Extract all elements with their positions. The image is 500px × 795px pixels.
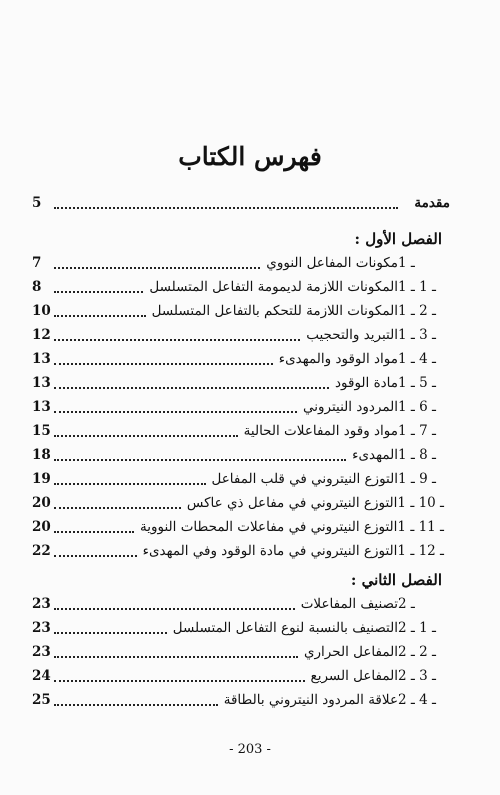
dot-leader [54, 315, 146, 317]
toc-entry [32, 540, 450, 562]
dot-leader [54, 387, 329, 389]
dot-leader [54, 608, 295, 610]
toc-entry-page: 20 [32, 495, 51, 511]
toc-entry-page: 19 [32, 471, 51, 487]
dot-leader [54, 207, 398, 209]
dot-leader [54, 632, 167, 634]
toc-entry [32, 516, 450, 538]
dot-leader [54, 680, 305, 682]
toc-entry [32, 593, 450, 615]
toc-entry-page: 13 [32, 399, 51, 415]
toc-entry-number: 2 ـ 2 ـ [398, 644, 436, 660]
dot-leader [54, 483, 206, 485]
toc-entry-page: 23 [32, 644, 51, 660]
toc-entry-label: التوزع النيتروني في مادة الوقود وفي المهدىء [142, 543, 398, 559]
dot-leader [54, 363, 273, 365]
toc-entry-page: 24 [32, 668, 51, 684]
toc-entry-number: 1 ـ 2 ـ [398, 303, 436, 319]
chapter-heading: الفصل الثاني : [350, 571, 442, 589]
toc-entry-label: المهدىء [352, 447, 398, 463]
toc-entry-number: 2 ـ 3 ـ [398, 668, 436, 684]
toc-entry [32, 420, 450, 442]
dot-leader [54, 656, 298, 658]
toc-entry-page: 5 [32, 195, 42, 211]
toc-entry [32, 492, 450, 514]
toc-entry-number: 2 ـ [398, 596, 415, 612]
toc-entry-label: علاقة المردود النيتروني بالطاقة [223, 692, 398, 708]
toc-entry-number: 1 ـ 1 ـ [398, 279, 436, 295]
toc-entry-label: مقدمة [414, 195, 450, 211]
toc-entry-page: 18 [32, 447, 51, 463]
toc-entry-number: 1 ـ 4 ـ [398, 351, 436, 367]
toc-entry-page: 22 [32, 543, 51, 559]
toc-entry-label: المفاعل السريع [310, 668, 398, 684]
toc-entry-page: 13 [32, 351, 51, 367]
toc-entry-label: المكونات اللازمة للتحكم بالتفاعل المتسلسل [151, 303, 398, 319]
toc-entry-label: المردود النيتروني [302, 399, 398, 415]
toc-entry-number: 1 ـ 5 ـ [398, 375, 436, 391]
toc-entry-page: 23 [32, 620, 51, 636]
toc-entry-page: 10 [32, 303, 51, 319]
toc-entry [32, 396, 450, 418]
dot-leader [54, 267, 260, 269]
toc-entry-page: 15 [32, 423, 51, 439]
toc-entry-page: 7 [32, 255, 42, 271]
toc-entry [32, 324, 450, 346]
dot-leader [54, 411, 297, 413]
toc-entry [32, 468, 450, 490]
toc-entry [32, 617, 450, 639]
toc-entry-number: 1 ـ 8 ـ [398, 447, 436, 463]
toc-entry [32, 665, 450, 687]
toc-entry-number: 1 ـ 7 ـ [398, 423, 436, 439]
page-title: فهرس الكتاب [178, 142, 322, 171]
toc-entry-number: 1 ـ 6 ـ [398, 399, 436, 415]
toc-entry-label: التصنيف بالنسبة لنوع التفاعل المتسلسل [172, 620, 398, 636]
dot-leader [54, 704, 218, 706]
toc-entry-label: المكونات اللازمة لديمومة التفاعل المتسلسل [149, 279, 398, 295]
toc-entry-page: 13 [32, 375, 51, 391]
toc-entry [32, 444, 450, 466]
toc-entry [32, 372, 450, 394]
toc-entry-number: 1 ـ 3 ـ [398, 327, 436, 343]
toc-entry-label: المفاعل الحراري [303, 644, 398, 660]
toc-entry-intro [32, 192, 450, 214]
toc-entry [32, 641, 450, 663]
dot-leader [54, 531, 134, 533]
toc-entry-label: التوزع النيتروني في مفاعلات المحطات النووية [140, 519, 398, 535]
toc-entry-label: مكونات المفاعل النووي [266, 255, 398, 271]
toc-entry-label: مادة الوقود [335, 375, 398, 391]
toc-entry-number: 2 ـ 4 ـ [398, 692, 436, 708]
toc-entry [32, 252, 450, 274]
toc-entry-label: التوزع النيتروني في مفاعل ذي عاكس [186, 495, 398, 511]
toc-entry [32, 276, 450, 298]
toc-entry-page: 25 [32, 692, 51, 708]
toc-entry-number: 2 ـ 1 ـ [398, 620, 436, 636]
toc-entry-number: 1 ـ [398, 255, 415, 271]
chapter-heading: الفصل الأول : [354, 230, 442, 248]
page-number: - 203 - [229, 742, 271, 757]
dot-leader [54, 555, 137, 557]
toc-entry-page: 23 [32, 596, 51, 612]
toc-entry-label: مواد الوقود والمهدىء [278, 351, 398, 367]
toc-entry-number: 1 ـ 11 ـ [397, 519, 444, 535]
dot-leader [54, 507, 181, 509]
toc-entry-label: التبريد والتحجيب [306, 327, 398, 343]
dot-leader [54, 339, 300, 341]
toc-entry-page: 8 [32, 279, 42, 295]
toc-entry-page: 20 [32, 519, 51, 535]
toc-entry [32, 689, 450, 711]
toc-entry-number: 1 ـ 10 ـ [397, 495, 444, 511]
toc-entry-label: مواد وقود المفاعلات الحالية [243, 423, 398, 439]
dot-leader [54, 291, 143, 293]
dot-leader [54, 435, 238, 437]
toc-entry-number: 1 ـ 12 ـ [397, 543, 444, 559]
toc-entry-label: تصنيف المفاعلات [300, 596, 398, 612]
toc-entry [32, 300, 450, 322]
toc-entry-page: 12 [32, 327, 51, 343]
dot-leader [54, 459, 346, 461]
toc-entry-number: 1 ـ 9 ـ [398, 471, 436, 487]
toc-entry [32, 348, 450, 370]
toc-entry-label: التوزع النيتروني في قلب المفاعل [211, 471, 398, 487]
